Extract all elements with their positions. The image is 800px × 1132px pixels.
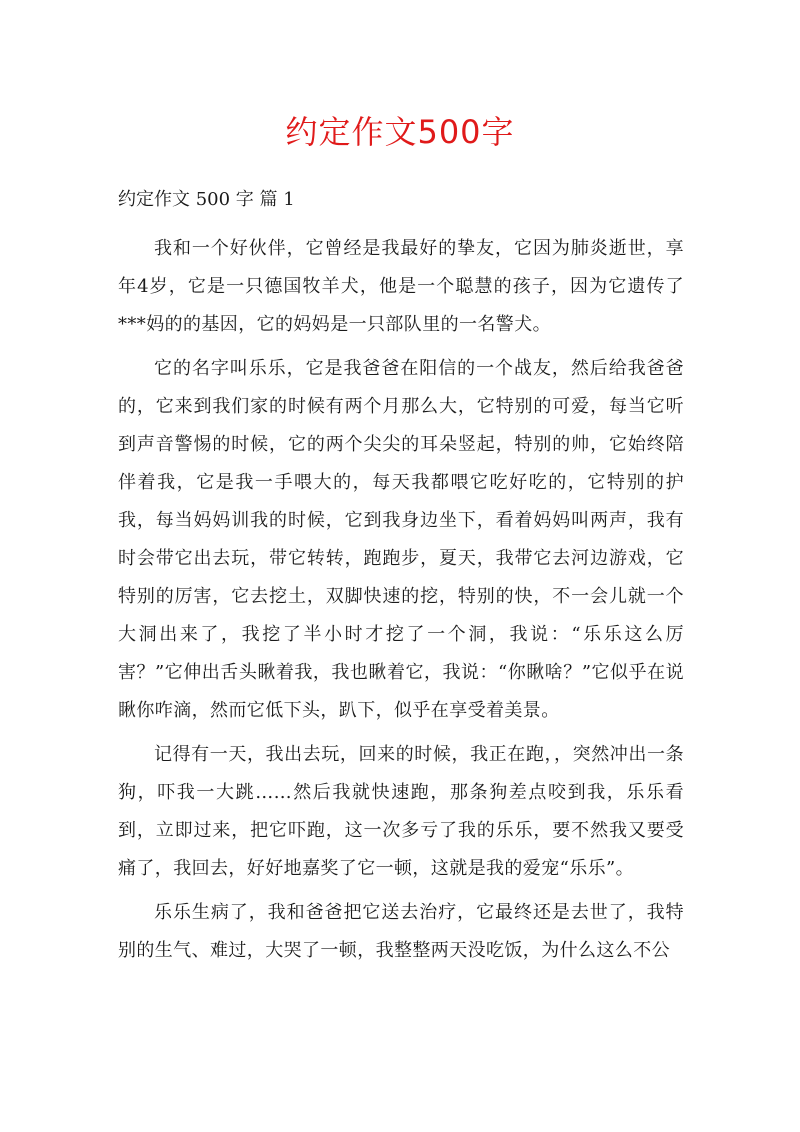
paragraph-3: 记得有一天，我出去玩，回来的时候，我正在跑，，突然冲出一条狗，吓我一大跳……然后我就快速跑，那条狗差点咬到我，乐乐看到，立即过来，把它吓跑，这一次多亏了我的乐乐，要不然我又要受痛了，我回去，好好地嘉奖了它一顿，这就是我的爱宠“乐乐”。: [118, 744, 684, 879]
document-title: 约定作文500字: [285, 113, 515, 151]
paragraph-1: 我和一个好伙伴，它曾经是我最好的挚友，它因为肺炎逝世，享年4岁，它是一只德国牧羊犬，他是一个聪慧的孩子，因为它遗传了***妈的的基因，它的妈妈是一只部队里的一名警犬。: [118, 238, 684, 335]
paragraph-2: 它的名字叫乐乐，它是我爸爸在阳信的一个战友，然后给我爸爸的，它来到我们家的时候有两个月那么大，它特别的可爱，每当它听到声音警惕的时候，它的两个尖尖的耳朵竖起，特别的帅，它始终陪伴着我，它是我一手喂大的，每天我都喂它吃好吃的，它特别的护我，每当妈妈训我的时候，它到我身边坐下，看着妈妈叫两声，我有时会带它出去玩，带它转转，跑跑步，夏天，我带它去河边游戏，它特别的厉害，它去挖土，双脚快速的挖，特别的快，不一会儿就一个大洞出来了，我挖了半小时才挖了一个洞，我说：“乐乐这么厉害？”它伸出舌头瞅着我，我也瞅着它，我说：“你瞅啥？”它似乎在说瞅你咋滴，然而它低下头，趴下，似乎在享受着美景。: [118, 358, 684, 721]
section-heading: 约定作文 500 字 篇 1: [118, 189, 295, 210]
paragraph-4: 乐乐生病了，我和爸爸把它送去治疗，它最终还是去世了，我特别的生气、难过，大哭了一顿，我整整两天没吃饭，为什么这么不公: [118, 902, 684, 961]
essay-body: [118, 230, 684, 976]
